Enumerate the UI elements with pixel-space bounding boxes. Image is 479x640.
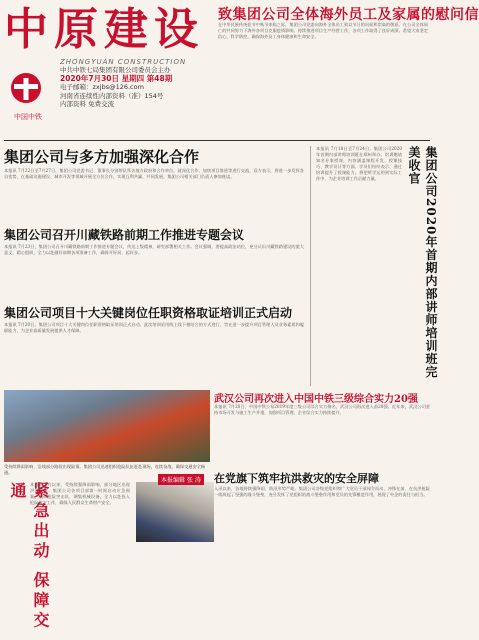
masthead-info [60, 66, 210, 109]
article-headline: 集团公司召开川藏铁路前期工作推进专题会议 [4, 228, 245, 242]
ranking-body: 本报讯 7月20日，中国中铁公布2019年度三级公司综合实力排名，武汉公司再次进入前20强。近年来，武汉公司坚持市场开发与施工生产并重，加强项目管理，企业综合实力持续提升。 [214, 404, 430, 415]
newspaper-masthead: 中原建设 [4, 4, 204, 55]
top-story-body: 在中华民族传统佳节中秋节来临之际，集团公司党委向海外全体员工致以节日的问候和崇高的敬意。在公司全体同仁的共同努力下海外各项目克服疫情影响，持续推进项目生产经营工作，各项工作取得了良好成绩。希望大家坚定信心，科学防控，确保海外员工身体健康和生命安全。 [218, 22, 428, 39]
flood-section-body: 本报讯 7月以来，受持续强降雨影响，部分地区出现洪涝灾害。集团公司各项目部第一时间启动应急预案，组织抢险突击队，调集机械设备，全力以赴投入抢险救灾工作，确保人民群众生命财产安全。 [30, 482, 130, 505]
divider [4, 140, 430, 141]
masthead-english: ZHONGYUAN CONSTRUCTION [60, 58, 187, 66]
free-line: 内部资料 免费交流 [60, 100, 115, 108]
editor-badge: 本报编辑 张 涛 [158, 474, 204, 485]
article-body: 本报讯 7月20日，集团公司项目十大关键岗位任职资格取证培训正式启动。此次培训采用线上线下相结合的方式进行，旨在进一步提升项目管理人员业务素质和履职能力，为企业高质量发展提供人才保障。 [4, 322, 304, 333]
article-body: 本报讯 7月23日，集团公司召开川藏铁路前期工作推进专题会议，传达上级精神，研究部署相关工作。会议强调，要提高政治站位，充分认识川藏铁路建设的重大意义，精心组织，全力以赴做好前期各项准备工作，确保开好局、起好步。 [4, 244, 304, 255]
ranking-headline: 武汉公司再次进入中国中铁三级综合实力20强 [214, 394, 418, 405]
logo-label: 中国中铁 [14, 113, 42, 121]
article-headline: 集团公司与多方加强深化合作 [4, 148, 200, 166]
rescue-team-photo [136, 482, 214, 542]
column-divider [310, 146, 311, 386]
flood-rescue-photo [4, 390, 210, 462]
flood-section-title: 紧急出动 保障交通 [8, 482, 50, 632]
top-story-headline: 致集团公司全体海外员工及家属的慰问信 [218, 7, 479, 23]
crec-logo-icon [4, 70, 48, 110]
email-line: 电子邮箱：zxjbs@126.com [60, 83, 144, 91]
publisher-line: 中共中铁七局集团有限公司委员会主办 [60, 66, 171, 74]
article-headline: 集团公司项目十大关键岗位任职资格取证培训正式启动 [4, 306, 293, 320]
license-line: 河南省连续性内部资料（准）154号 [60, 91, 164, 100]
article-body: 本报讯 7月22日至7月27日，集团公司党委书记、董事长分别带队拜访地方政府和合作单位，就深化合作、加快项目推进等进行交流。双方表示，将进一步发挥各自优势，在基础设施建设、城市开发等领域开展全方位合作，实现互利共赢、共同发展。集团公司相关部门负责人参加座谈。 [4, 168, 304, 179]
right-column-body: 本报讯 7月18日至7月24日，集团公司2020年首期内部讲师培训班在郑州举办。培训邀请知名专家授课，内容涵盖课程开发、授课技巧、教学设计等方面。学员们纷纷表示，通过培训提升了授课能力，将把所学运用到实际工作中，为企业培训工作贡献力量。 [316, 146, 402, 181]
bottom-story-headline: 在党旗下筑牢抗洪救灾的安全屏障 [214, 472, 379, 485]
issue-date: 2020年7月30日 星期四 第48期 [60, 73, 173, 83]
bottom-story-body: 入汛以来，各地持续强降雨，防汛形势严峻。集团公司各级党组织和广大党员干部闻令而动，冲锋在前，在抗洪抢险一线筑起了坚强的战斗堡垒，充分发挥了党组织的战斗堡垒作用和党员的先锋模范作用，展现了央企的责任与担当。 [214, 486, 430, 497]
photo-caption: 受持续降雨影响，沿线部分路段出现险情。集团公司迅速组织抢险队伍赶赴现场，连续奋战，确保交通安全畅通。 [4, 464, 206, 475]
right-column-headline: 集团公司2020年首期内部讲师培训班完美收官 [407, 146, 438, 379]
